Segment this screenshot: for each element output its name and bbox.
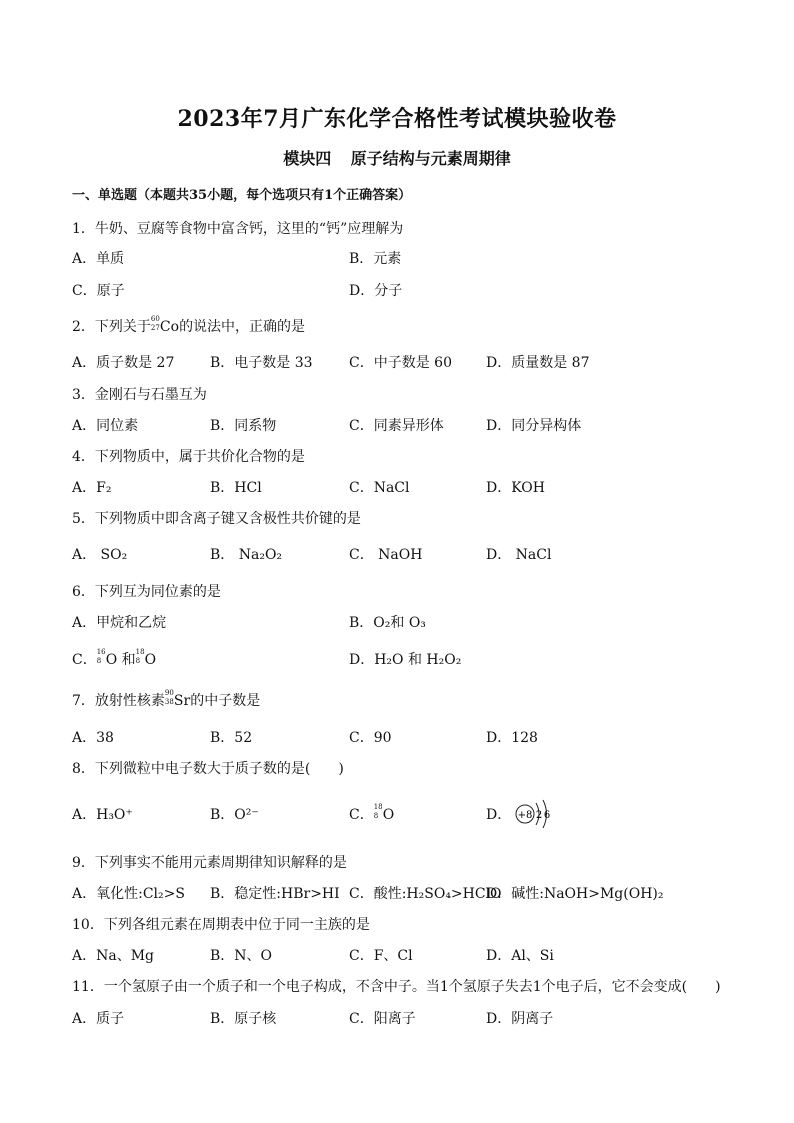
question-10-options [72, 945, 732, 965]
option-d: D．KOH [486, 480, 545, 496]
nuclide-atomic: 8 [96, 657, 102, 665]
nuclide-notation [151, 317, 160, 333]
option-d: D．质量数是 87 [486, 355, 590, 371]
question-8-options [72, 804, 732, 826]
option-b: B．HCl [210, 480, 262, 496]
nuclide-symbol: O [144, 652, 157, 668]
nuclide-notation [136, 650, 145, 666]
question-6-options-row-2 [72, 649, 732, 669]
question-5-stem: 5．下列物质中即含离子键又含极性共价键的是 [72, 511, 361, 527]
option-c: C． NaOH [349, 547, 423, 563]
atom-structure-diagram [511, 797, 557, 831]
option-c: C．90 [349, 730, 392, 746]
nuclide-symbol: Sr [173, 693, 191, 709]
nuclide-symbol: O [105, 652, 118, 668]
nuclide-notation [374, 805, 383, 821]
option-d: D．分子 [349, 283, 403, 299]
option-a: A．质子数是 27 [72, 355, 175, 371]
question-8-stem: 8．下列微粒中电子数大于质子数的是( ) [72, 761, 344, 777]
option-c [349, 804, 394, 824]
shell-1-electrons: 2 [536, 810, 543, 821]
option-c: C．阳离子 [349, 1011, 416, 1027]
nucleus-charge: +8 [517, 810, 533, 821]
option-b: B．N、O [210, 948, 273, 964]
question-1-options-row-2 [72, 280, 732, 300]
question-11-stem: 11．一个氢原子由一个质子和一个电子构成，不含中子。当1个氢原子失去1个电子后，它不会变成( ) [72, 979, 721, 995]
question-1-options-row-1 [72, 248, 732, 268]
option-b: B．稳定性:HBr>HI [210, 886, 340, 902]
nuclide-atomic: 8 [373, 812, 379, 820]
question-7-stem-pre: 7．放射性核素 [72, 693, 165, 709]
option-c: C．原子 [72, 283, 125, 299]
nuclide-mass: 90 [164, 689, 174, 697]
option-a: A．单质 [72, 251, 125, 267]
question-1-stem: 1．牛奶、豆腐等食物中富含钙，这里的“钙”应理解为 [72, 221, 404, 237]
option-a: A．质子 [72, 1011, 125, 1027]
option-c-label: C． [349, 807, 374, 823]
option-b: B．电子数是 33 [210, 355, 313, 371]
option-b: B．元素 [349, 251, 402, 267]
question-3-stem: 3．金刚石与石墨互为 [72, 387, 207, 403]
option-a: A．38 [72, 730, 114, 746]
option-c [72, 649, 156, 669]
option-c: C．NaCl [349, 480, 410, 496]
question-2-stem-pre: 2．下列关于 [72, 319, 151, 335]
nuclide-atomic: 27 [150, 324, 160, 332]
joiner-text: 和 [121, 652, 136, 668]
shell-2-electrons: 6 [544, 810, 551, 821]
question-9-options [72, 883, 732, 903]
question-7-stem-post: 的中子数是 [190, 693, 261, 709]
question-11-options [72, 1008, 732, 1028]
option-d: D．Al、Si [486, 948, 554, 964]
nuclide-atomic: 38 [164, 698, 174, 706]
section-heading: 一、单选题（本题共35小题，每个选项只有1个正确答案） [72, 188, 412, 203]
option-c-label: C． [72, 652, 97, 668]
option-a: A．甲烷和乙烷 [72, 615, 167, 631]
page-title: 2023年7月广东化学合格性考试模块验收卷 [177, 106, 617, 132]
module-subtitle [0, 146, 794, 169]
option-b: B．O²⁻ [210, 807, 259, 823]
nuclide-notation [97, 650, 106, 666]
option-d: D．H₂O 和 H₂O₂ [349, 652, 462, 668]
question-2-stem [72, 316, 305, 336]
option-a: A．Na、Mg [72, 948, 155, 964]
option-c: C．F、Cl [349, 948, 413, 964]
option-c: C．中子数是 60 [349, 355, 452, 371]
nuclide-atomic: 8 [135, 657, 141, 665]
option-c: C．酸性:H₂SO₄>HClO [349, 886, 502, 902]
module-number: 模块四 [283, 149, 332, 168]
option-d: D．碱性:NaOH>Mg(OH)₂ [486, 886, 664, 902]
question-6-options-row-1 [72, 612, 732, 632]
nuclide-mass: 60 [150, 315, 160, 323]
option-a: A．H₃O⁺ [72, 807, 133, 823]
question-4-stem: 4．下列物质中，属于共价化合物的是 [72, 449, 305, 465]
option-d-label: D． [486, 807, 512, 823]
module-topic: 原子结构与元素周期律 [350, 149, 511, 168]
option-b: B．O₂和 O₃ [349, 615, 426, 631]
question-2-options [72, 352, 732, 372]
question-3-options [72, 415, 732, 435]
nuclide-mass: 18 [373, 803, 383, 811]
option-b: B．同系物 [210, 418, 277, 434]
question-4-options [72, 477, 732, 497]
option-a: A．F₂ [72, 480, 112, 496]
nuclide-symbol: O [382, 807, 395, 823]
question-2-stem-post: 的说法中，正确的是 [179, 319, 306, 335]
question-5-options [72, 544, 732, 564]
option-d: D．128 [486, 730, 538, 746]
option-b: B． Na₂O₂ [210, 547, 283, 563]
nuclide-mass: 18 [135, 648, 145, 656]
option-a: A．氧化性:Cl₂>S [72, 886, 185, 902]
question-7-stem [72, 690, 260, 710]
question-7-options [72, 727, 732, 747]
option-a: A．同位素 [72, 418, 139, 434]
nuclide-notation [165, 691, 174, 707]
nuclide-mass: 16 [96, 648, 106, 656]
question-9-stem: 9．下列事实不能用元素周期律知识解释的是 [72, 855, 347, 871]
option-c: C．同素异形体 [349, 418, 444, 434]
question-6-stem: 6．下列互为同位素的是 [72, 584, 221, 600]
question-10-stem: 10．下列各组元素在周期表中位于同一主族的是 [72, 917, 370, 933]
nuclide-symbol: Co [159, 319, 180, 335]
option-d: D． NaCl [486, 547, 552, 563]
option-a: A． SO₂ [72, 547, 128, 563]
option-d [486, 797, 557, 831]
option-b: B．52 [210, 730, 253, 746]
option-d: D．同分异构体 [486, 418, 582, 434]
option-d: D．阴离子 [486, 1011, 554, 1027]
option-b: B．原子核 [210, 1011, 277, 1027]
